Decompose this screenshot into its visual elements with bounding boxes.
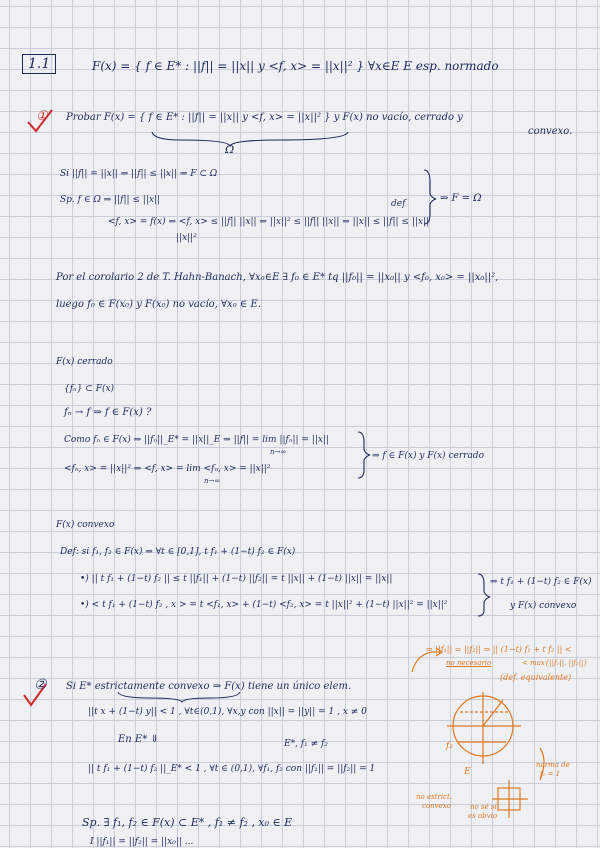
closed-line-1: {fₙ} ⊂ F(x) [64, 384, 115, 394]
hahn-banach-2: luego f₀ ∈ F(x₀) y F(x₀) no vacío, ∀x₀ ∈ E. [56, 299, 261, 310]
convex-title: F(x) convexo [56, 520, 115, 530]
part1-line-3-under: ||x||² [176, 233, 197, 243]
part2-line-6: I ||f₁|| = ||f₂|| = ||x₀|| ... [90, 837, 194, 847]
part1-claim: Probar F(x) = { f ∈ E* : ||f|| = ||x|| y <f, x> = ||x||² } y F(x) no vacío, cerrado y [66, 112, 463, 123]
brace-2 [358, 432, 370, 478]
part1-line-2: Sp. f ∈ Ω ⇒ ||f|| ≤ ||x|| [60, 195, 161, 205]
fig-label-strict-b: convexo [422, 802, 451, 810]
part2-line-4: || t f₁ + (1−t) f₂ ||_E* < 1 , ∀t ∈ (0,1), ∀f₁, f₂ con ||f₁|| = ||f₂|| = 1 [88, 764, 376, 774]
fig-label-nose-b: es obvio [468, 812, 498, 820]
convex-line-1: Def: si f₁, f₂ ∈ F(x) ⇒ ∀t ∈ [0,1], t f₁ + (1−t) f₂ ∈ F(x) [60, 547, 296, 557]
part2-line-2: ||t x + (1−t) y|| < 1 , ∀t∈(0,1), ∀x,y con ||x|| = ||y|| = 1 , x ≠ 0 [88, 707, 367, 717]
side-note-1b: no necesario [446, 659, 492, 667]
hahn-banach-1: Por el corolario 2 de T. Hahn-Banach, ∀x₀∈E ∃ f₀ ∈ E* tq ||f₀|| = ||x₀|| y <f₀, x₀> = ||x₀||², [56, 272, 499, 283]
closed-line-3: Como fₙ ∈ F(x) ⇒ ||fₙ||_E* = ||x||_E ⇒ ||f|| = lim ||fₙ|| = ||x|| [64, 435, 330, 445]
part2-line-1: Si E* estrictamente convexo ⇒ F(x) tiene un único elem. [66, 681, 352, 692]
closed-line-4: <fₙ, x> = ||x||² ⇒ <f, x> = lim <fₙ, x> = ||x||² [64, 464, 271, 474]
part1-line-1: Si ||f|| = ||x|| ⇒ ||f|| ≤ ||x|| ⇒ F ⊂ Ω [60, 169, 218, 179]
part2-line-5: Sp. ∃ f₁, f₂ ∈ F(x) ⊂ E* , f₁ ≠ f₂ , x₀ ∈ E [82, 816, 293, 829]
convex-conclusion: ⇒ t f₁ + (1−t) f₂ ∈ F(x) [490, 577, 592, 587]
omega-label: Ω [225, 143, 235, 156]
closed-line-3-sub: n→∞ [270, 448, 287, 456]
fig-label-norm-b: f₁ = 1 [540, 770, 561, 778]
part1-conclusion: ⇒ F = Ω [440, 193, 482, 204]
fig-label-norm: norma de [536, 761, 570, 769]
part1-number: ① [36, 109, 48, 124]
part2-number: ② [34, 677, 47, 693]
closed-title: F(x) cerrado [56, 357, 113, 367]
convex-line-3: •) < t f₁ + (1−t) f₂ , x > = t <f₁, x> + (1−t) <f₂, x> = t ||x||² + (1−t) ||x||² = ||x||² [80, 600, 448, 610]
exercise-number: 1.1 [22, 54, 56, 74]
side-note-1: ⇒ ||f₁|| = ||f₂|| ⇒ || (1−t) f₁ + t f₂ || < [426, 645, 572, 654]
convex-conclusion-2: y F(x) convexo [510, 601, 577, 611]
fig-label-nose: no sé si [470, 803, 497, 811]
unit-ball-circle [453, 696, 513, 756]
closed-line-2: fₙ → f ⇒ f ∈ F(x) ? [64, 407, 152, 418]
fig-label-f2: f₂ [446, 741, 453, 751]
closed-line-4-sub: n→∞ [204, 477, 221, 485]
convex-line-2: •) || t f₁ + (1−t) f₂ || ≤ t ||f₁|| + (1−t) ||f₂|| = t ||x|| + (1−t) ||x|| = ||x|| [80, 574, 393, 584]
side-note-3: (def. equivalente) [500, 673, 572, 682]
part2-line-3: En E* ⇓ [118, 734, 159, 745]
unit-ball-square [498, 788, 520, 810]
part1-claim-cont: convexo. [528, 126, 573, 137]
side-note-2: < max{||f₁||, ||f₂||} [522, 659, 588, 667]
underbrace-omega [152, 132, 348, 146]
header-definition: F(x) = { f ∈ E* : ||f|| = ||x|| y <f, x> = ||x||² } ∀x∈E E esp. normado [92, 59, 499, 73]
part2-line-4-top: E*, f₁ ≠ f₂ [284, 739, 328, 749]
underbrace-estrict [118, 692, 240, 702]
brace-1 [424, 170, 436, 224]
fig-label-strict: no estrict. [416, 793, 453, 801]
part1-line-3: <f, x> = f(x) ⇒ <f, x> ≤ ||f|| ||x|| ⇒ ||x||² ≤ ||f|| ||x|| ⇒ ||x|| ≤ ||f|| ≤ ||x|| [108, 217, 430, 227]
def-mark: def [391, 199, 406, 209]
fig-label-e: E [464, 767, 471, 777]
brace-3 [478, 574, 490, 616]
closed-conclusion: ⇒ f ∈ F(x) y F(x) cerrado [372, 451, 484, 461]
